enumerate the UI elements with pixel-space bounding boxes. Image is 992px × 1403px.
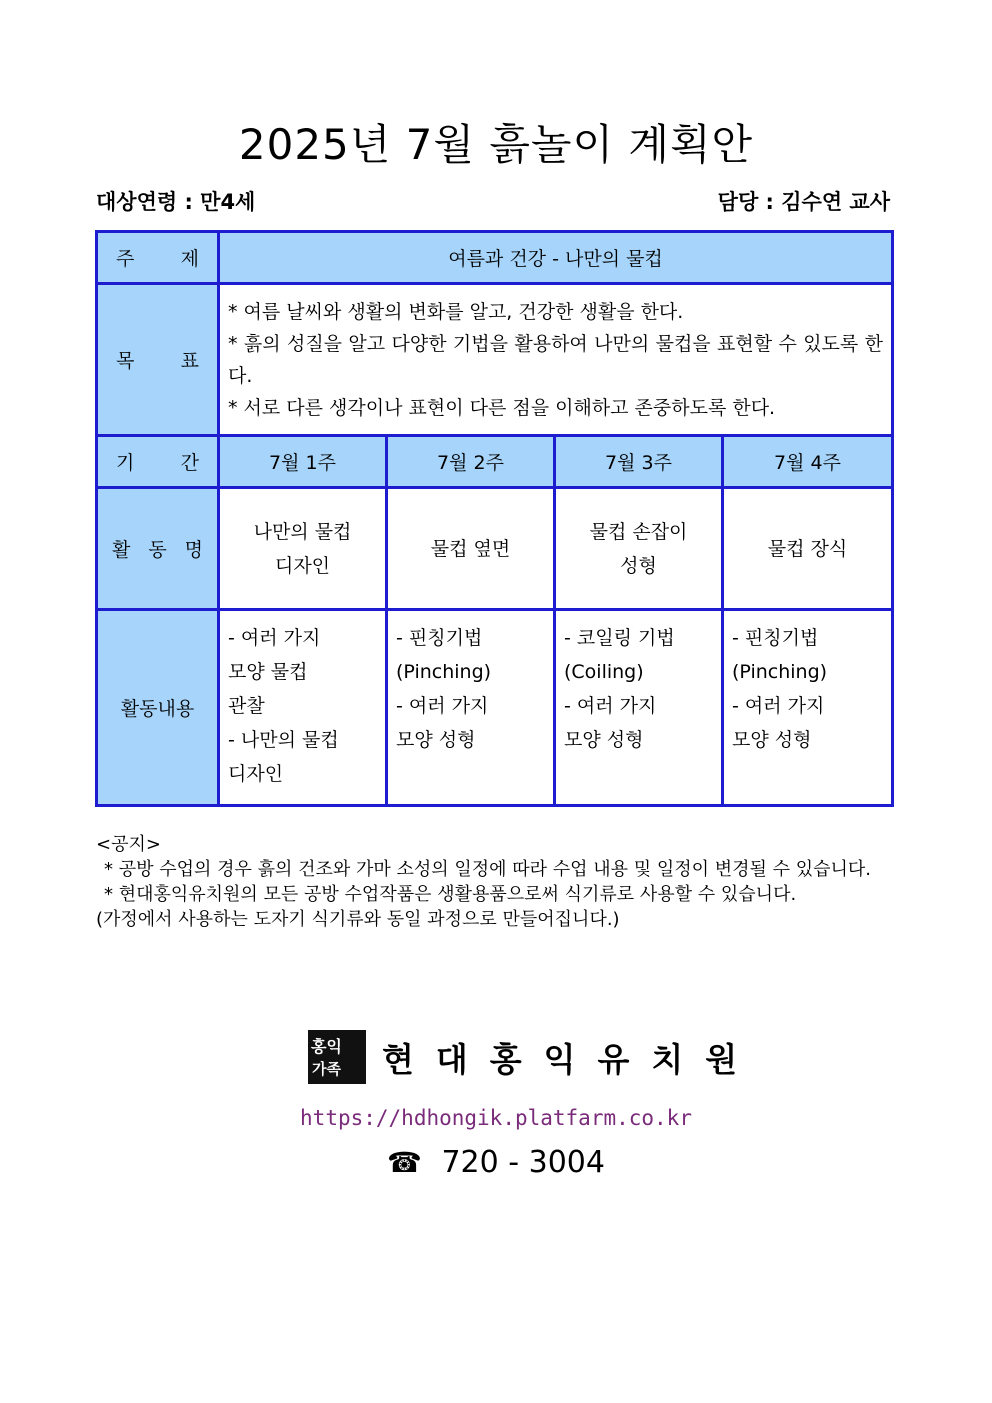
topic-label-char: 제 <box>180 248 199 270</box>
goal-item: * 여름 날씨와 생활의 변화를 알고, 건강한 생활을 한다. <box>228 300 684 323</box>
notice-item: * 현대홍익유치원의 모든 공방 수업작품은 생활용품으로써 식기류로 사용할 수 있습니다. <box>104 884 797 905</box>
activity-content-line: - 핀칭기법 <box>732 627 819 649</box>
week-1: 7월 1주 <box>219 436 387 488</box>
activity-content-line: (Coiling) <box>564 661 644 683</box>
activity-content-line: - 여러 가지 <box>732 695 825 717</box>
activity-content-line: - 코일링 기법 <box>564 627 675 649</box>
activity-content-week-4 <box>723 610 893 806</box>
activity-content-line: - 여러 가지 <box>228 627 321 649</box>
teacher-in-charge: 담당 : 김수연 교사 <box>717 190 890 214</box>
target-age: 대상연령 : 만4세 <box>96 190 256 214</box>
phone-icon: ☎ <box>387 1146 422 1179</box>
activity-content-line: 모양 성형 <box>396 729 476 751</box>
week-4: 7월 4주 <box>723 436 893 488</box>
notice-item: * 공방 수업의 경우 흙의 건조와 가마 소성의 일정에 따라 수업 내용 및 일정이 변경될 수 있습니다. <box>104 859 872 880</box>
activity-name-line: 물컵 손잡이 <box>589 520 688 543</box>
activity-content-label: 활동내용 <box>97 610 219 806</box>
activity-content-line: - 여러 가지 <box>564 695 657 717</box>
activity-content-line: - 여러 가지 <box>396 695 489 717</box>
goal-item: * 흙의 성질을 알고 다양한 기법을 활용하여 나만의 물컵을 표현할 수 있도록 한다. <box>228 332 883 387</box>
activity-name-line: 물컵 옆면 <box>430 537 511 560</box>
kindergarten-logo <box>308 1030 366 1084</box>
activity-name-label-char: 동 <box>148 539 167 561</box>
goal-label-char: 목 <box>116 350 135 372</box>
activity-name-row <box>97 488 893 610</box>
activity-content-line: (Pinching) <box>732 661 828 683</box>
activity-content-line: 모양 성형 <box>732 729 812 751</box>
phone-number <box>0 1145 992 1180</box>
activity-content-line: 모양 물컵 <box>228 661 308 683</box>
activity-name-label-char: 명 <box>184 539 203 561</box>
notice-heading: <공지> <box>96 834 161 855</box>
activity-content-row <box>97 610 893 806</box>
activity-content-week-1 <box>219 610 387 806</box>
plan-table <box>95 230 894 807</box>
activity-content-line: (Pinching) <box>396 661 492 683</box>
week-2: 7월 2주 <box>387 436 555 488</box>
activity-name-week-2 <box>387 488 555 610</box>
activity-name-line: 나만의 물컵 <box>253 520 352 543</box>
activity-content-line: - 나만의 물컵 <box>228 729 339 751</box>
notice-section <box>96 832 896 932</box>
kindergarten-name: 현대홍익유치원 <box>382 1039 760 1079</box>
period-row <box>97 436 893 488</box>
week-3: 7월 3주 <box>555 436 723 488</box>
activity-name-week-4 <box>723 488 893 610</box>
activity-name-line: 물컵 장식 <box>767 537 848 560</box>
goal-list <box>219 284 893 436</box>
activity-content-week-3 <box>555 610 723 806</box>
topic-label-char: 주 <box>116 248 135 270</box>
page-title: 2025년 7월 흙놀이 계획안 <box>238 120 754 169</box>
activity-content-line: 모양 성형 <box>564 729 644 751</box>
activity-name-line: 디자인 <box>274 554 331 577</box>
goal-row <box>97 284 893 436</box>
phone-text: 720 - 3004 <box>441 1145 605 1180</box>
logo-text: 홍익 <box>311 1037 342 1056</box>
topic-label <box>97 232 219 284</box>
goal-item: * 서로 다른 생각이나 표현이 다른 점을 이해하고 존중하도록 한다. <box>228 396 776 419</box>
activity-content-line: 디자인 <box>228 763 284 785</box>
period-label <box>97 436 219 488</box>
logo-text: 가족 <box>312 1060 341 1078</box>
activity-name-line: 성형 <box>620 554 657 577</box>
activity-content-line: 관찰 <box>228 695 265 717</box>
topic-row <box>97 232 893 284</box>
period-label-char: 기 <box>116 452 135 474</box>
goal-label <box>97 284 219 436</box>
topic-value: 여름과 건강 - 나만의 물컵 <box>219 232 893 284</box>
activity-name-week-3 <box>555 488 723 610</box>
period-label-char: 간 <box>180 452 199 474</box>
activity-content-line: - 핀칭기법 <box>396 627 483 649</box>
activity-name-label <box>97 488 219 610</box>
kindergarten-brand <box>308 1030 759 1084</box>
activity-name-label-char: 활 <box>112 539 131 561</box>
activity-content-week-2 <box>387 610 555 806</box>
goal-label-char: 표 <box>180 350 199 372</box>
website-link[interactable]: https://hdhongik.platfarm.co.kr <box>300 1106 692 1130</box>
notice-footnote: (가정에서 사용하는 도자기 식기류와 동일 과정으로 만들어집니다.) <box>96 909 620 930</box>
activity-name-week-1 <box>219 488 387 610</box>
